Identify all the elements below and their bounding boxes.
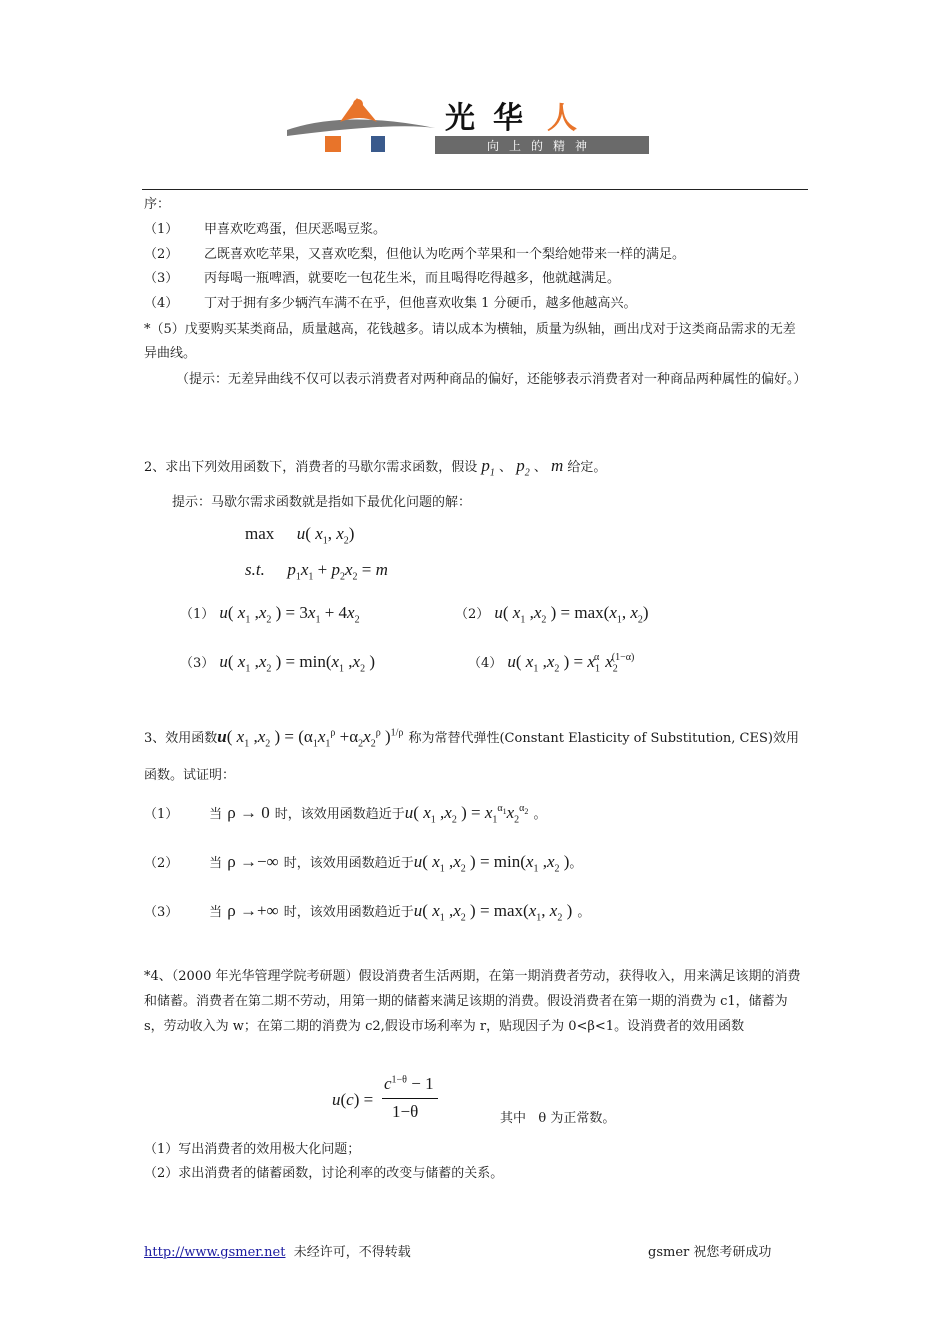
tends-text: 时，该效用函数趋近于 bbox=[274, 807, 405, 822]
q2-intro: 2、求出下列效用函数下，消费者的马歇尔需求函数，假设 bbox=[144, 460, 478, 475]
q4-fraction-line bbox=[382, 1098, 438, 1099]
sec1-item bbox=[144, 246, 685, 264]
q4-numerator: $c^{1-\theta} - 1$ bbox=[384, 1074, 434, 1093]
item-number: （3） bbox=[144, 271, 179, 286]
tends-text: 时，该效用函数趋近于 bbox=[283, 905, 414, 920]
q3-item-2: （2） 当 ρ →−∞ 时，该效用函数趋近于u( $x_1$ $,x_2$ ) = $\min(x_1$ $,x_2$ )。 bbox=[144, 852, 583, 875]
q2-intro-line: 2、求出下列效用函数下，消费者的马歇尔需求函数，假设 $p_1$ 、 $p_2$ 、 m 给定。 bbox=[144, 456, 607, 479]
q3-line1: 3、效用函数u( $x_1$ $,x_2$ ) = ($\alpha_1x_1^\rho +\alpha_2x_2^\rho$ )$^{1/\rho}$ 称为常替代弹性(Constant Elasticity of Substitution, CES)效用 bbox=[144, 727, 799, 750]
guanghua-logo bbox=[285, 92, 655, 160]
q4-utility-lhs: u(c) = bbox=[332, 1090, 374, 1109]
svg-text:向上的精神: 向上的精神 bbox=[486, 139, 598, 153]
sub-label: （3） bbox=[180, 656, 215, 671]
item-number: （1） bbox=[144, 807, 179, 822]
tends-text: 时，该效用函数趋近于 bbox=[283, 856, 414, 871]
sec1-heading: 序： bbox=[144, 197, 171, 212]
item-text: 乙既喜欢吃苹果，又喜欢吃梨，但他认为吃两个苹果和一个梨给她带来一样的满足。 bbox=[204, 247, 686, 262]
q3-item-3: （3） 当 ρ →+∞ 时，该效用函数趋近于u( $x_1$ $,x_2$ ) = $\max(x_1$, $x_2$ ) 。 bbox=[144, 901, 591, 924]
q3-line2: 函数。试证明： bbox=[144, 768, 236, 783]
item-number: （4） bbox=[144, 296, 179, 311]
item-number: （3） bbox=[144, 905, 179, 920]
q3-suffix: 称为常替代弹性(Constant Elasticity of Substitution, CES)效用 bbox=[408, 731, 799, 746]
sub-label: （2） bbox=[455, 607, 490, 622]
footer-notice: 未经许可，不得转载 bbox=[293, 1245, 411, 1260]
sec1-item bbox=[144, 295, 637, 313]
end-mark: 。 bbox=[577, 905, 591, 920]
footer-right: gsmer 祝您考研成功 bbox=[648, 1245, 772, 1260]
q3-prefix: 3、效用函数 bbox=[144, 731, 218, 746]
sec1-item bbox=[144, 221, 386, 239]
limit: →+∞ bbox=[239, 901, 279, 920]
where-word: 其中 bbox=[500, 1111, 527, 1126]
item-text: 丁对于拥有多少辆汽车满不在乎，但他喜欢收集 1 分硬币，越多他越高兴。 bbox=[204, 296, 637, 311]
q4-denominator: 1−θ bbox=[392, 1102, 419, 1121]
q2-func-4: （4） u( $x_1$ $,x_2$ ) = $x_1^\alpha$ $x_2^{(1-\alpha)}$ bbox=[468, 652, 635, 675]
q4-where bbox=[500, 1110, 615, 1128]
logo-title: 光 bbox=[445, 101, 475, 136]
limit: →−∞ bbox=[239, 852, 279, 871]
q2-given: 给定。 bbox=[567, 460, 607, 475]
item-text: 丙每喝一瓶啤酒，就要吃一包花生米，而且喝得吃得越多，他就越满足。 bbox=[204, 271, 621, 286]
max-word: max bbox=[245, 524, 275, 543]
sub-label: （4） bbox=[468, 656, 503, 671]
st-word: s.t. bbox=[245, 560, 265, 579]
sec1-item bbox=[144, 270, 620, 288]
sec1-item5: *（5）戊要购买某类商品，质量越高，花钱越多。请以成本为横轴，质量为纵轴，画出戊对于这类商品需求的无差异曲线。 bbox=[144, 322, 796, 361]
q3-item-1: （1） 当 ρ → 0 时，该效用函数趋近于u( $x_1$ $,x_2$ ) = $x_1^{\alpha_1}x_2^{\alpha_2}$ 。 bbox=[144, 803, 547, 826]
footer-url-link[interactable]: http://www.gsmer.net bbox=[144, 1245, 286, 1260]
footer-left bbox=[144, 1244, 411, 1262]
when-word: 当 bbox=[209, 905, 223, 920]
sub-label: （1） bbox=[180, 607, 215, 622]
svg-text:华: 华 bbox=[493, 101, 523, 136]
q2-constraint: s.t. $p_1x_1 + p_2x_2 = m$ bbox=[245, 560, 388, 583]
when-word: 当 bbox=[209, 807, 223, 822]
limit: → 0 bbox=[239, 803, 270, 822]
item-number: （2） bbox=[144, 247, 179, 262]
item-number: （2） bbox=[144, 856, 179, 871]
header-rule bbox=[142, 189, 808, 190]
end-mark: 。 bbox=[533, 807, 547, 822]
q4-sub1: （1）写出消费者的效用极大化问题； bbox=[144, 1142, 361, 1157]
q4-sub2: （2）求出消费者的储蓄函数，讨论利率的改变与储蓄的关系。 bbox=[144, 1166, 504, 1181]
q2-func-1: （1） u( $x_1$ $,x_2$ ) = $3x_1 + 4x_2$ bbox=[180, 603, 360, 626]
q2-func-2: （2） u( $x_1$ $,x_2$ ) = $\max(x_1$, $x_2$) bbox=[455, 603, 649, 626]
svg-text:人: 人 bbox=[547, 101, 577, 136]
item-number: （1） bbox=[144, 222, 179, 237]
end-mark: 。 bbox=[569, 856, 583, 871]
q2-hint: 提示：马歇尔需求函数就是指如下最优化问题的解： bbox=[172, 495, 472, 510]
q2-objective: max u( $x_1$, $x_2$) bbox=[245, 524, 355, 547]
item-text: 甲喜欢吃鸡蛋，但厌恶喝豆浆。 bbox=[204, 222, 387, 237]
theta-note: θ 为正常数。 bbox=[538, 1111, 616, 1126]
q2-func-3: （3） u( $x_1$ $,x_2$ ) = $\min(x_1$ $,x_2$ ) bbox=[180, 652, 376, 675]
sec1-hint: （提示：无差异曲线不仅可以表示消费者对两种商品的偏好，还能够表示消费者对一种商品两种属性的偏好。） bbox=[176, 372, 807, 387]
when-word: 当 bbox=[209, 856, 223, 871]
q4-text: *4、（2000 年光华管理学院考研题）假设消费者生活两期，在第一期消费者劳动，获得收入，用来满足该期的消费和储蓄。消费者在第二期不劳动，用第一期的储蓄来满足该期的消费。假设消费者在第一期的消费为 c1，储蓄为 s，劳动收入为 w；在第二期的消费为 c2,假设市场利率为 r，贴现因子为 0<β<1。设消费者的效用函数 bbox=[144, 969, 801, 1034]
